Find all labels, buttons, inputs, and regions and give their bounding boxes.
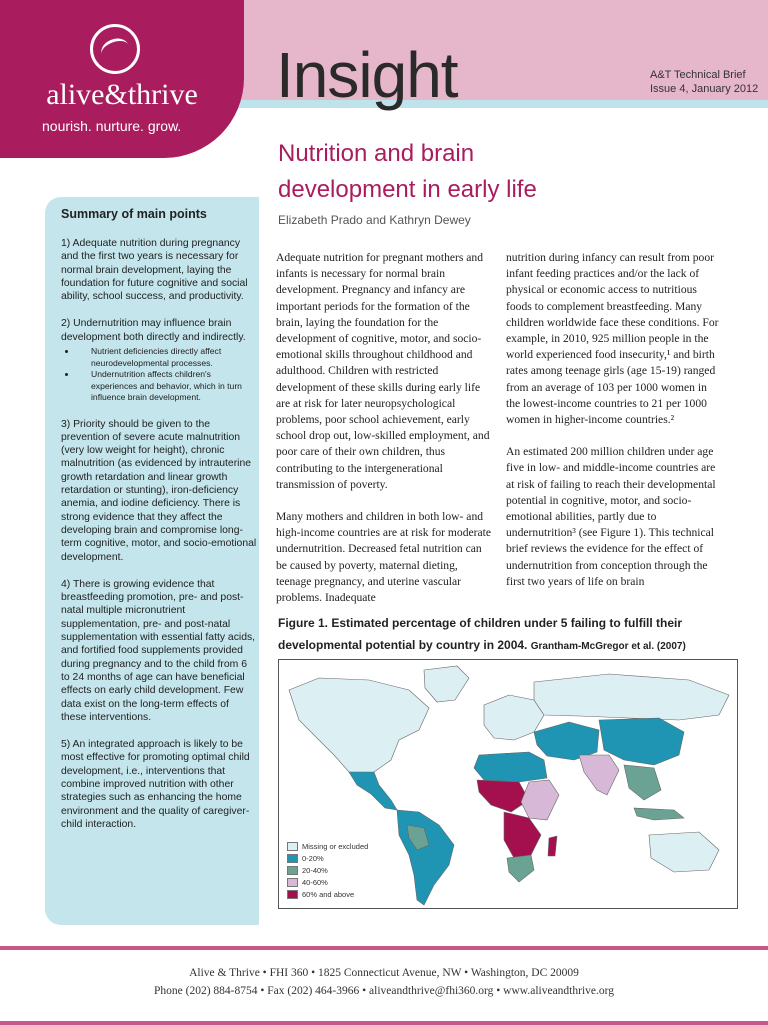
summary-heading: Summary of main points <box>61 207 207 221</box>
summary-bullet: • Nutrient deficiencies directly affect neurodevelopmental processes. <box>77 346 257 369</box>
figure-caption-text: Figure 1. Estimated percentage of children under 5 failing to fulfill their developmental potential by country in 2004. <box>278 616 683 652</box>
legend-label: 60% and above <box>302 889 355 899</box>
summary-point-4: 4) There is growing evidence that breastfeeding promotion, pre- and post-natal multiple micronutrient supplementation, pre- and post-natal supplementation with essential fatty acids, and fortified food supplements provided during pregnancy and to the child from 6 to 24 months of age can have beneficial effects on early child development. Few data exist on the long-term effects of these interventions. <box>61 578 256 723</box>
summary-content <box>61 237 257 845</box>
figure-citation: Grantham-McGregor et al. (2007) <box>530 641 686 652</box>
legend-swatch <box>287 878 298 887</box>
summary-box <box>45 197 259 925</box>
publication-title: Insight <box>276 39 458 111</box>
summary-point-1: 1) Adequate nutrition during pregnancy and the first two years is necessary for normal brain development, laying the foundation for future cognitive and social ability, school success, and productivity. <box>61 238 248 303</box>
legend-item <box>287 888 368 900</box>
body-column-1 <box>276 250 492 622</box>
article-title <box>278 136 618 208</box>
legend-label: 0-20% <box>302 853 324 863</box>
legend-label: 20-40% <box>302 865 328 875</box>
article-authors: Elizabeth Prado and Kathryn Dewey <box>278 213 471 227</box>
legend-swatch <box>287 854 298 863</box>
body-column-2 <box>506 250 722 606</box>
footer-address: Alive & Thrive • FHI 360 • 1825 Connecticut Avenue, NW • Washington, DC 20009 <box>189 967 579 979</box>
legend-swatch <box>287 866 298 875</box>
body-paragraph: nutrition during infancy can result from poor infant feeding practices and/or the lack of physical or economic access to nutritious foods to complement breastfeeding. Many children worldwide face these conditions. For example, in 2010, 925 million people in the world experienced food insecurity,¹ and birth rates among teenage girls (age 15-19) ranged from an average of 103 per 1000 women in the lowest-income countries to 21 per 1000 women in higher-income countries.² <box>506 251 719 427</box>
legend-item <box>287 876 368 888</box>
legend-item <box>287 864 368 876</box>
brief-meta <box>650 68 760 96</box>
brief-issue: Issue 4, January 2012 <box>650 83 759 95</box>
map-legend <box>287 840 368 900</box>
brand-name: alive&thrive <box>46 78 198 111</box>
body-paragraph: Adequate nutrition for pregnant mothers and infants is necessary for normal brain development. Pregnancy and infancy are important periods for the formation of the brain, laying the foundation for the development of cognitive, motor, and socio-emotional skills throughout childhood and adulthood. Children with restricted development of these skills during early life are at risk for later neuropsychological problems, poor school achievement, early school drop out, low-skilled employment, and poor care of their own children, thus contributing to the intergenerational transmission of poverty. <box>276 251 490 491</box>
logo-icon <box>90 24 140 74</box>
legend-item <box>287 840 368 852</box>
summary-point-2: 2) Undernutrition may influence brain development both directly and indirectly. <box>61 318 246 343</box>
legend-swatch <box>287 842 298 851</box>
footer-bottom-border <box>0 1021 768 1025</box>
brief-type: A&T Technical Brief <box>650 69 746 81</box>
legend-label: Missing or excluded <box>302 841 369 851</box>
brand-tagline: nourish. nurture. grow. <box>42 118 182 134</box>
legend-label: 40-60% <box>302 877 328 887</box>
legend-item <box>287 852 368 864</box>
footer-contact: Phone (202) 884-8754 • Fax (202) 464-3966 • aliveandthrive@fhi360.org • www.aliveandthrive.org <box>153 985 614 997</box>
article-title-line1: Nutrition and brain <box>278 140 475 167</box>
world-map <box>278 659 738 909</box>
summary-point-2-bullets <box>61 346 257 404</box>
body-paragraph: An estimated 200 million children under age five in low- and middle-income countries are at risk of failing to reach their developmental potential in cognitive, motor, and socio-emotional abilities, partly due to undernutrition³ (see Figure 1). This technical brief reviews the evidence for the effect of undernutrition from conception through the first two years of life on brain <box>506 445 716 588</box>
logo-block <box>0 0 244 158</box>
article-title-line2: development in early life <box>278 176 537 203</box>
figure-caption <box>278 612 748 658</box>
body-paragraph: Many mothers and children in both low- and high-income countries are at risk for moderate undernutrition. Decreased fetal nutrition can be caused by poverty, maternal dieting, teenage pregnancy, and uterine vascular problems. Inadequate <box>276 510 492 605</box>
summary-point-3: 3) Priority should be given to the prevention of severe acute malnutrition (very low weight for height), chronic malnutrition (as evidenced by intrauterine growth retardation and linear growth retardation or stunting), iron-deficiency anemia, and iodine deficiency. There is strong evidence that they affect the developing brain and compromise long-term cognitive, motor, and socio-emotional development. <box>61 418 257 563</box>
summary-point-5: 5) An integrated approach is likely to be most effective for promoting optimal child development, i.e., interventions that combine improved nutrition with other strategies such as enhancing the home environment and the quality of caregiver-child interaction. <box>61 739 250 830</box>
summary-bullet: • Undernutrition affects children's experiences and behavior, which in turn influence brain development. <box>77 369 257 404</box>
footer-divider <box>0 946 768 950</box>
legend-swatch <box>287 890 298 899</box>
